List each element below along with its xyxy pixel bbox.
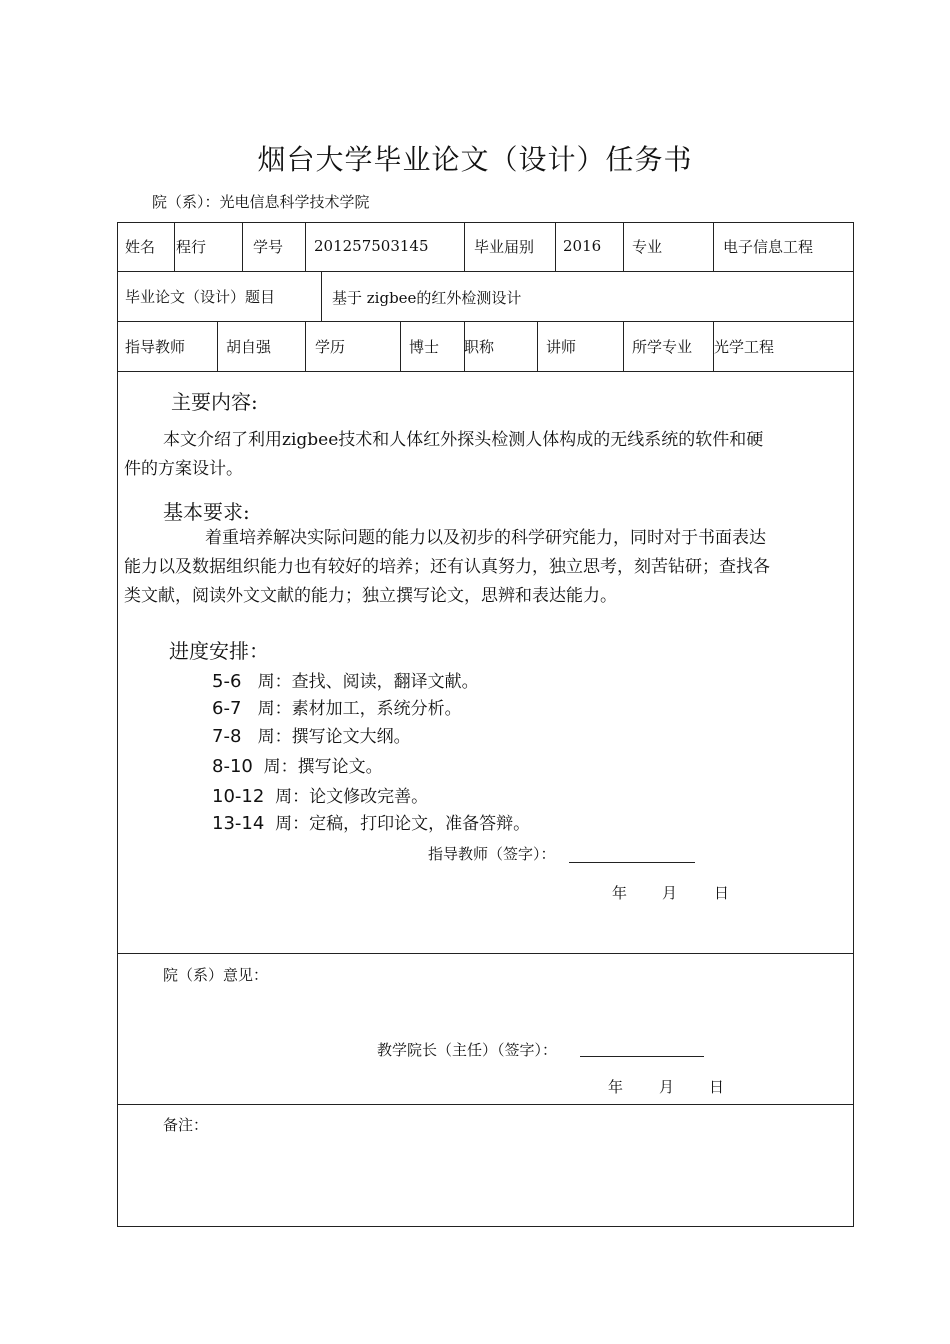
graduation-year-label: 毕业届别: [474, 238, 535, 256]
dean-date-month: 月: [659, 1078, 675, 1096]
name-value: 程行: [176, 238, 207, 256]
major-label: 专业: [632, 238, 663, 256]
student-id-label: 学号: [253, 238, 284, 256]
schedule-item: [212, 782, 428, 807]
graduation-year-value: 2016: [563, 237, 602, 255]
dean-date-day: 日: [709, 1078, 725, 1096]
student-id-value: 201257503145: [314, 237, 429, 255]
main-content-text-line1: 本文介绍了利用zigbee技术和人体红外探头检测人体构成的无线系统的软件和硬: [163, 430, 764, 450]
education-value: 博士: [409, 338, 440, 356]
advisor-date-year: 年: [612, 884, 628, 902]
advisor-signature-line[interactable]: [569, 862, 695, 863]
schedule-weeks: 5-6: [212, 671, 242, 692]
thesis-topic-value: 基于 zigbee的红外检测设计: [332, 289, 522, 307]
schedule-weeks: 13-14: [212, 813, 265, 834]
field-label: 所学专业: [632, 338, 693, 356]
schedule-text: 周：素材加工，系统分析。: [257, 699, 462, 719]
main-content-text-line2: 件的方案设计。: [124, 459, 243, 479]
schedule-text: 周：定稿，打印论文，准备答辩。: [275, 814, 531, 834]
schedule-item: [212, 694, 462, 719]
requirements-text-line3: 类文献，阅读外文文献的能力；独立撰写论文，思辨和表达能力。: [124, 586, 617, 606]
advisor-label: 指导教师: [125, 338, 186, 356]
professional-title-label: 职称: [464, 338, 495, 356]
schedule-item: [212, 722, 411, 747]
professional-title-value: 讲师: [546, 338, 577, 356]
advisor-date-day: 日: [714, 884, 730, 902]
name-label: 姓名: [125, 238, 156, 256]
schedule-heading: 进度安排：: [169, 639, 269, 663]
field-value: 光学工程: [714, 338, 775, 356]
schedule-item: [212, 809, 530, 834]
major-value: 电子信息工程: [723, 238, 814, 256]
dean-signature-label: 教学院长（主任）（签字）：: [377, 1041, 558, 1059]
advisor-signature-label: 指导教师（签字）：: [428, 845, 556, 863]
schedule-weeks: 8-10: [212, 756, 253, 777]
thesis-topic-label: 毕业论文（设计）题目: [125, 288, 276, 306]
document-title: 烟台大学毕业论文（设计）任务书: [257, 143, 693, 176]
department-opinion-label: 院（系）意见：: [163, 966, 269, 984]
schedule-weeks: 10-12: [212, 786, 265, 807]
advisor-value: 胡自强: [226, 338, 272, 356]
schedule-text: 周：查找、阅读，翻译文献。: [257, 672, 479, 692]
dean-signature-line[interactable]: [580, 1056, 704, 1057]
schedule-text: 周：论文修改完善。: [275, 787, 429, 807]
schedule-text: 周：撰写论文大纲。: [257, 727, 411, 747]
requirements-text-line1: 着重培养解决实际问题的能力以及初步的科学研究能力，同时对于书面表达: [205, 528, 766, 548]
schedule-weeks: 6-7: [212, 698, 242, 719]
schedule-item: [212, 752, 383, 777]
requirements-text-line2: 能力以及数据组织能力也有较好的培养；还有认真努力，独立思考，刻苦钻研；查找各: [124, 557, 770, 577]
dean-date-year: 年: [608, 1078, 624, 1096]
schedule-weeks: 7-8: [212, 726, 242, 747]
schedule-text: 周：撰写论文。: [263, 757, 383, 777]
advisor-date-month: 月: [662, 884, 678, 902]
main-content-heading: 主要内容:: [171, 390, 258, 414]
schedule-item: [212, 667, 479, 692]
education-label: 学历: [315, 338, 346, 356]
department-line: 院（系）：光电信息科学技术学院: [152, 193, 370, 211]
requirements-heading: 基本要求:: [163, 500, 250, 524]
remarks-label: 备注：: [163, 1116, 209, 1134]
